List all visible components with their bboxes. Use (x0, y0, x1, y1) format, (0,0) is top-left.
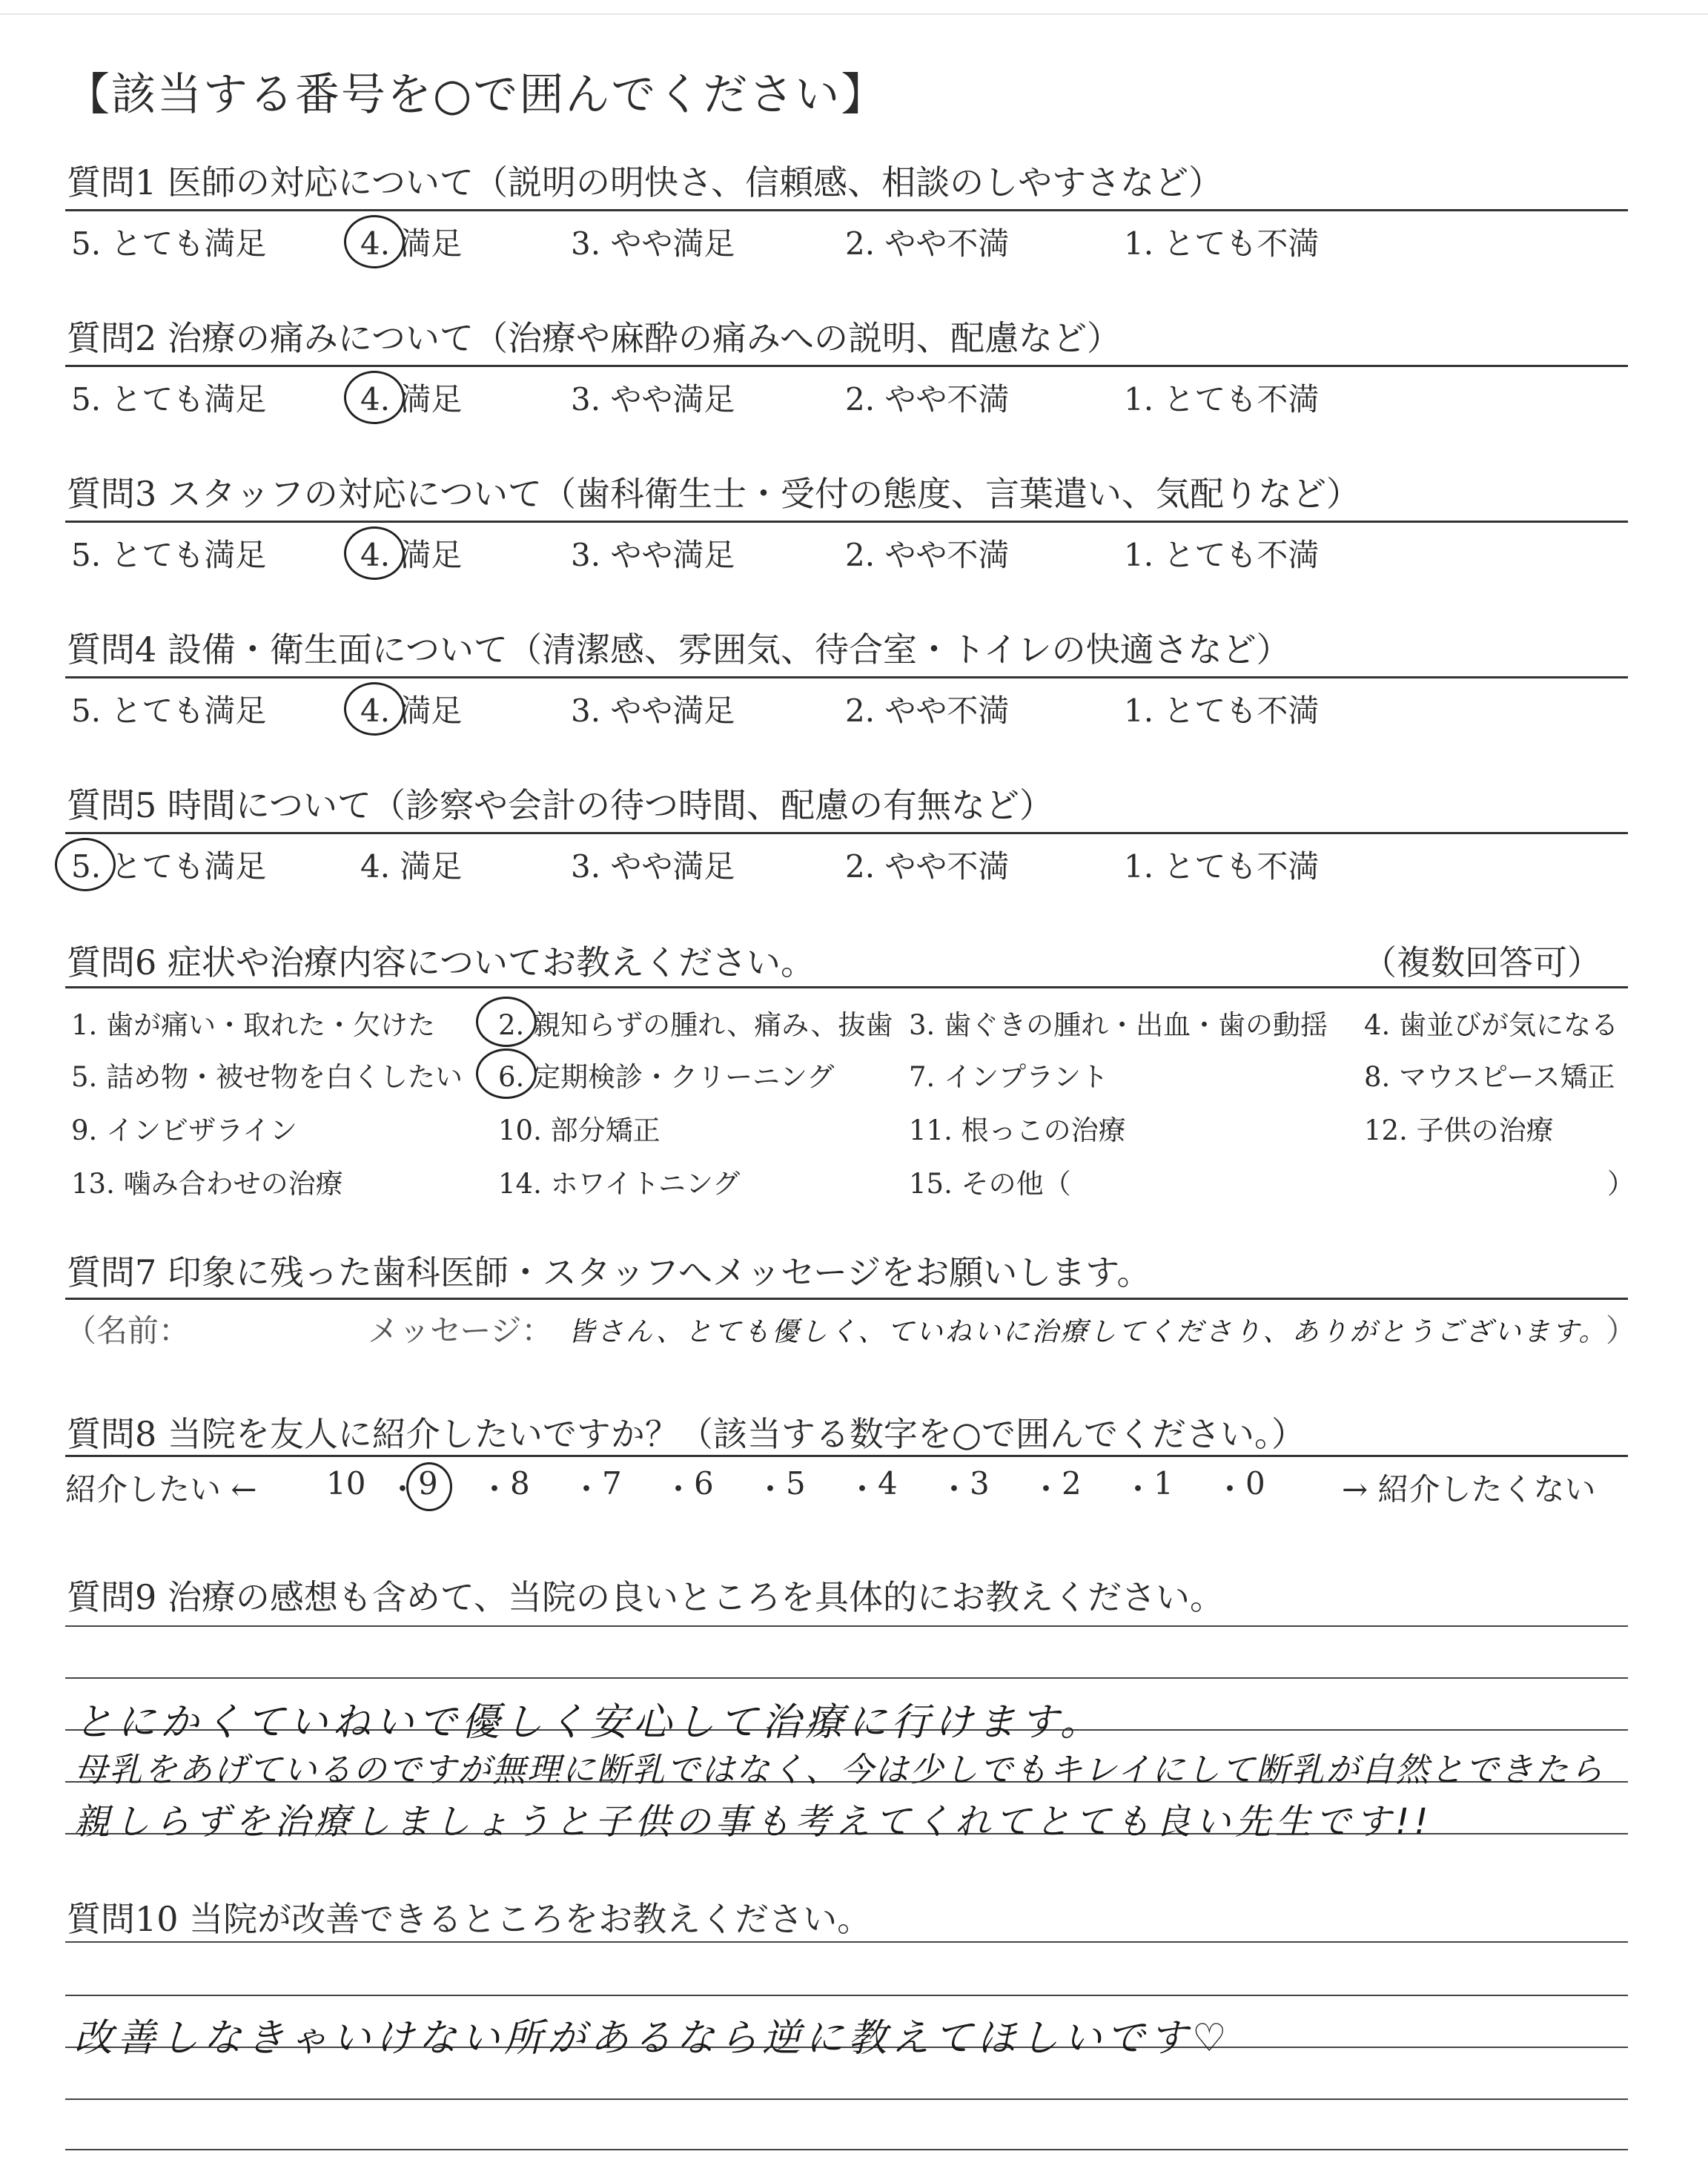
q8-right-label: → 紹介したくない (1342, 1471, 1596, 1507)
q5-selection-circle (55, 838, 116, 891)
q3-option-4[interactable]: 4. 満足 (360, 537, 463, 573)
q1-rule (65, 209, 1628, 211)
q6-option-15-close: ） (1607, 1168, 1635, 1200)
q6-option-14[interactable]: 14. ホワイトニング (498, 1168, 741, 1200)
q3-option-2[interactable]: 2. やや不満 (845, 537, 1010, 573)
q1-option-4[interactable]: 4. 満足 (360, 225, 463, 262)
q5-label: 質問5 時間について（診察や会計の待つ時間、配慮の有無など） (67, 785, 1053, 825)
q8-separator: ・ (387, 1471, 419, 1507)
q2-option-4[interactable]: 4. 満足 (360, 381, 463, 417)
q4-selection-circle (344, 682, 405, 736)
q5-option-2[interactable]: 2. やや不満 (845, 848, 1010, 885)
q7-close: ） (1606, 1312, 1638, 1349)
q6-option-9[interactable]: 9. インビザライン (71, 1114, 297, 1146)
q10-answer-1: 改善しなきゃいけない所があるなら逆に教えてほしいです♡ (74, 2016, 1231, 2061)
q8-left-label: 紹介したい ← (65, 1471, 257, 1507)
q6-option-13[interactable]: 13. 噛み合わせの治療 (71, 1168, 343, 1200)
q8-scale-3[interactable]: 3 (970, 1465, 990, 1502)
q7-label: 質問7 印象に残った歯科医師・スタッフへメッセージをお願いします。 (67, 1252, 1151, 1292)
q9-answer-3: 親しらずを治療しましょうと子供の事も考えてくれてとても良い先生です!! (74, 1801, 1433, 1843)
q8-scale-7[interactable]: 7 (602, 1465, 622, 1502)
q8-separator: ・ (755, 1471, 787, 1507)
q8-scale-2[interactable]: 2 (1062, 1465, 1082, 1502)
q8-selection-circle (406, 1462, 452, 1511)
q8-separator: ・ (1122, 1471, 1154, 1507)
q1-label: 質問1 医師の対応について（説明の明快さ、信頼感、相談のしやすさなど） (67, 162, 1223, 202)
q2-rule (65, 365, 1628, 367)
q5-option-5[interactable]: 5. とても満足 (71, 848, 267, 885)
q3-label: 質問3 スタッフの対応について（歯科衛生士・受付の態度、言葉遣い、気配りなど） (67, 474, 1360, 514)
q6-option-6[interactable]: 6. 定期検診・クリーニング (498, 1061, 835, 1093)
q8-scale-9[interactable]: 9 (418, 1465, 438, 1502)
q1-option-3[interactable]: 3. やや満足 (571, 225, 735, 262)
q2-option-5[interactable]: 5. とても満足 (71, 381, 267, 417)
q4-label: 質問4 設備・衛生面について（清潔感、雰囲気、待合室・トイレの快適さなど） (67, 630, 1291, 670)
q8-label: 質問8 当院を友人に紹介したいですか？（該当する数字を○で囲んでください。） (67, 1414, 1306, 1454)
q8-scale-4[interactable]: 4 (878, 1465, 898, 1502)
q8-separator: ・ (571, 1471, 603, 1507)
q9-answer-1: とにかくていねいで優しく安心して治療に行けます。 (74, 1700, 1103, 1745)
q7-message-label: メッセージ： (368, 1312, 553, 1349)
q4-option-4[interactable]: 4. 満足 (360, 693, 463, 729)
q4-option-2[interactable]: 2. やや不満 (845, 693, 1010, 729)
q1-option-2[interactable]: 2. やや不満 (845, 225, 1010, 262)
q8-separator: ・ (939, 1471, 970, 1507)
q10-line-4 (65, 2149, 1628, 2150)
q6-option-1[interactable]: 1. 歯が痛い・取れた・欠けた (71, 1009, 436, 1041)
q6-option-3[interactable]: 3. 歯ぐきの腫れ・出血・歯の動揺 (909, 1009, 1328, 1041)
q5-rule (65, 832, 1628, 834)
q1-selection-circle (344, 215, 405, 268)
q7-message: 皆さん、とても優しく、ていねいに治療してくださり、ありがとうございます。 (568, 1317, 1608, 1347)
q9-answer-2: 母乳をあげているのですが無理に断乳ではなく、今は少しでもキレイにして断乳が自然とできたら (74, 1750, 1605, 1789)
q8-separator: ・ (847, 1471, 878, 1507)
q6-option-5[interactable]: 5. 詰め物・被せ物を白くしたい (71, 1061, 463, 1093)
q8-scale-6[interactable]: 6 (694, 1465, 714, 1502)
q6-option-11[interactable]: 11. 根っこの治療 (909, 1114, 1126, 1146)
q6-option-15[interactable]: 15. その他（ (909, 1168, 1071, 1200)
q6-selection-circle-6 (476, 1048, 537, 1099)
page-title: 【該当する番号を○で囲んでください】 (65, 69, 887, 121)
q10-line-1 (65, 1995, 1628, 1996)
q6-rule (65, 986, 1628, 988)
q6-option-10[interactable]: 10. 部分矯正 (498, 1114, 661, 1146)
q10-label: 質問10 当院が改善できるところをお教えください。 (67, 1899, 872, 1939)
q5-option-4[interactable]: 4. 満足 (360, 848, 463, 885)
q1-option-5[interactable]: 5. とても満足 (71, 225, 267, 262)
q3-option-1[interactable]: 1. とても不満 (1124, 537, 1320, 573)
q5-option-3[interactable]: 3. やや満足 (571, 848, 735, 885)
q9-label: 質問9 治療の感想も含めて、当院の良いところを具体的にお教えください。 (67, 1577, 1224, 1617)
q6-label: 質問6 症状や治療内容についてお教えください。 (67, 942, 815, 982)
q6-option-4[interactable]: 4. 歯並びが気になる (1364, 1009, 1619, 1041)
q5-option-1[interactable]: 1. とても不満 (1124, 848, 1320, 885)
top-border (0, 13, 1708, 15)
q4-option-3[interactable]: 3. やや満足 (571, 693, 735, 729)
q9-line-0 (65, 1625, 1628, 1627)
q8-rule (65, 1455, 1628, 1457)
q6-option-12[interactable]: 12. 子供の治療 (1364, 1114, 1554, 1146)
q8-scale-10[interactable]: 10 (326, 1465, 366, 1502)
q6-selection-circle-2 (476, 997, 537, 1047)
q8-scale-8[interactable]: 8 (510, 1465, 530, 1502)
q2-option-2[interactable]: 2. やや不満 (845, 381, 1010, 417)
q3-selection-circle (344, 526, 405, 580)
q4-option-5[interactable]: 5. とても満足 (71, 693, 267, 729)
q2-option-3[interactable]: 3. やや満足 (571, 381, 735, 417)
q8-separator: ・ (1214, 1471, 1246, 1507)
q6-option-8[interactable]: 8. マウスピース矯正 (1364, 1061, 1615, 1093)
q6-option-2[interactable]: 2. 親知らずの腫れ、痛み、抜歯 (498, 1009, 893, 1041)
q8-scale-1[interactable]: 1 (1153, 1465, 1174, 1502)
q8-separator: ・ (1030, 1471, 1062, 1507)
q6-option-7[interactable]: 7. インプラント (909, 1061, 1109, 1093)
q10-line-3 (65, 2098, 1628, 2100)
q4-rule (65, 676, 1628, 678)
q3-option-3[interactable]: 3. やや満足 (571, 537, 735, 573)
q8-scale-0[interactable]: 0 (1245, 1465, 1265, 1502)
q2-selection-circle (344, 371, 405, 424)
q8-separator: ・ (479, 1471, 511, 1507)
q4-option-1[interactable]: 1. とても不満 (1124, 693, 1320, 729)
q7-name-label: （名前： (65, 1312, 191, 1349)
q9-line-1 (65, 1677, 1628, 1679)
q10-line-0 (65, 1941, 1628, 1943)
q3-option-5[interactable]: 5. とても満足 (71, 537, 267, 573)
q3-rule (65, 521, 1628, 523)
q1-option-1[interactable]: 1. とても不満 (1124, 225, 1320, 262)
q2-label: 質問2 治療の痛みについて（治療や麻酔の痛みへの説明、配慮など） (67, 318, 1122, 358)
q8-scale-5[interactable]: 5 (786, 1465, 806, 1502)
q2-option-1[interactable]: 1. とても不満 (1124, 381, 1320, 417)
q7-rule (65, 1298, 1628, 1300)
q6-note: （複数回答可） (1363, 942, 1601, 982)
q8-separator: ・ (663, 1471, 695, 1507)
